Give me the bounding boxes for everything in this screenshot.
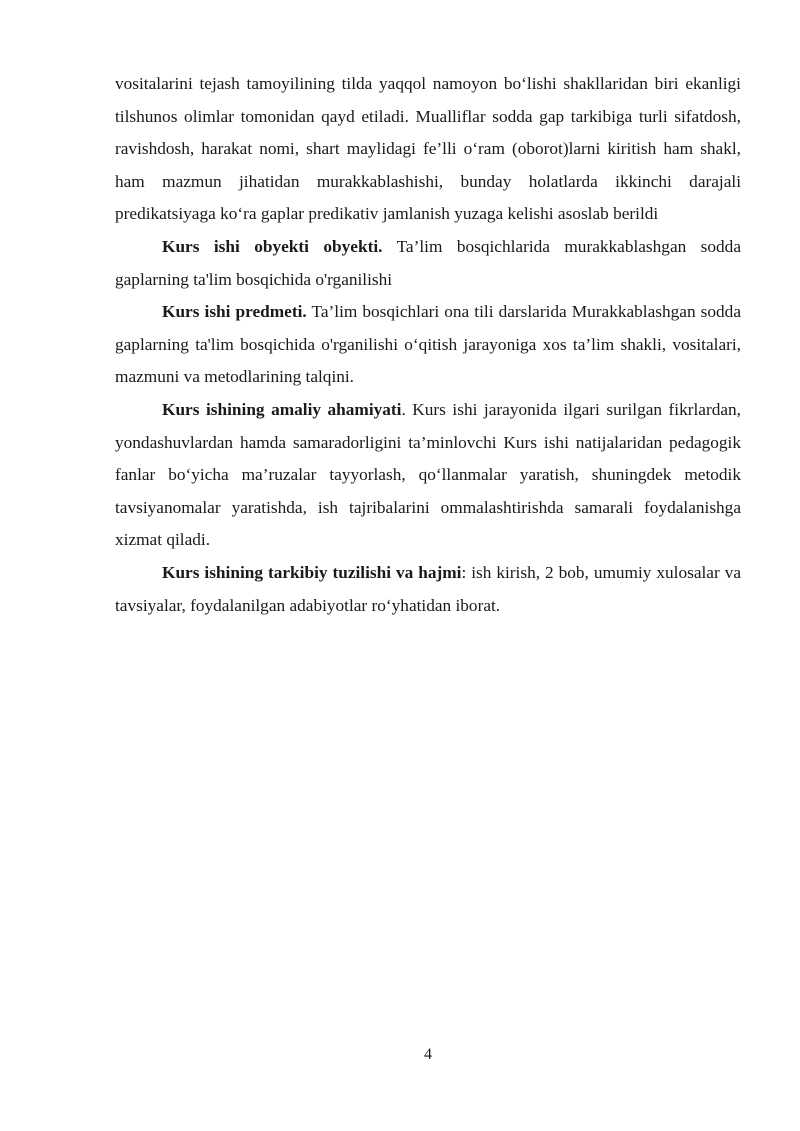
structure-paragraph (115, 557, 741, 622)
page-number: 4 (424, 1046, 432, 1063)
object-text: Ta’lim bosqichlarida murakkablashgan sodda gaplarning ta'lim bosqichida o'rganilishi (115, 236, 741, 289)
significance-text: . Kurs ishi jarayonida ilgari surilgan fikrlardan, yondashuvlardan hamda samaradorligini ta’minlovchi Kurs ishi natijalaridan pedagogik fanlar bo‘yicha ma’ruzalar tayyorlash, qo‘llanmalar yaratish, shuningdek metodik tavsiyanomalar yaratishda, ish tajribalarini ommalashtirishda samarali foydalanishga xizmat qiladi. (115, 399, 742, 550)
subject-heading: Kurs ishi predmeti. (162, 302, 307, 322)
intro-paragraph: vositalarini tejash tamoyilining tilda yaqqol namoyon bo‘lishi shakllaridan biri ekanligi tilshunos olimlar tomonidan qayd etiladi. Mualliflar sodda gap tarkibiga turli sifatdosh, ravishdosh, harakat nomi, shart maylidagi fe’lli o‘ram (oborot)larni kiritish ham shakl, ham mazmun jihatidan murakkablashishi, bunday holatlarda ikkinchi darajali predikatsiyaga ko‘ra gaplar predikativ jamlanish yuzaga kelishi asoslab berildi (115, 74, 741, 224)
object-heading: Kurs ishi obyekti obyekti. (162, 236, 383, 256)
object-paragraph (115, 231, 741, 296)
significance-paragraph (115, 394, 741, 557)
structure-text: : ish kirish, 2 bob, umumiy xulosalar va tavsiyalar, foydalanilgan adabiyotlar ro‘yhatidan iborat. (115, 562, 742, 615)
subject-text: Ta’lim bosqichlari ona tili darslarida Murakkablashgan sodda gaplarning ta'lim bosqichida o'rganilishi o‘qitish jarayoniga xos ta’lim shakli, vositalari, mazmuni va metodlarining talqini. (115, 302, 741, 387)
page-body (115, 68, 741, 622)
structure-heading: Kurs ishining tarkibiy tuzilishi va hajmi (162, 562, 462, 582)
significance-heading: Kurs ishining amaliy ahamiyati (162, 399, 402, 419)
subject-paragraph (115, 296, 741, 394)
